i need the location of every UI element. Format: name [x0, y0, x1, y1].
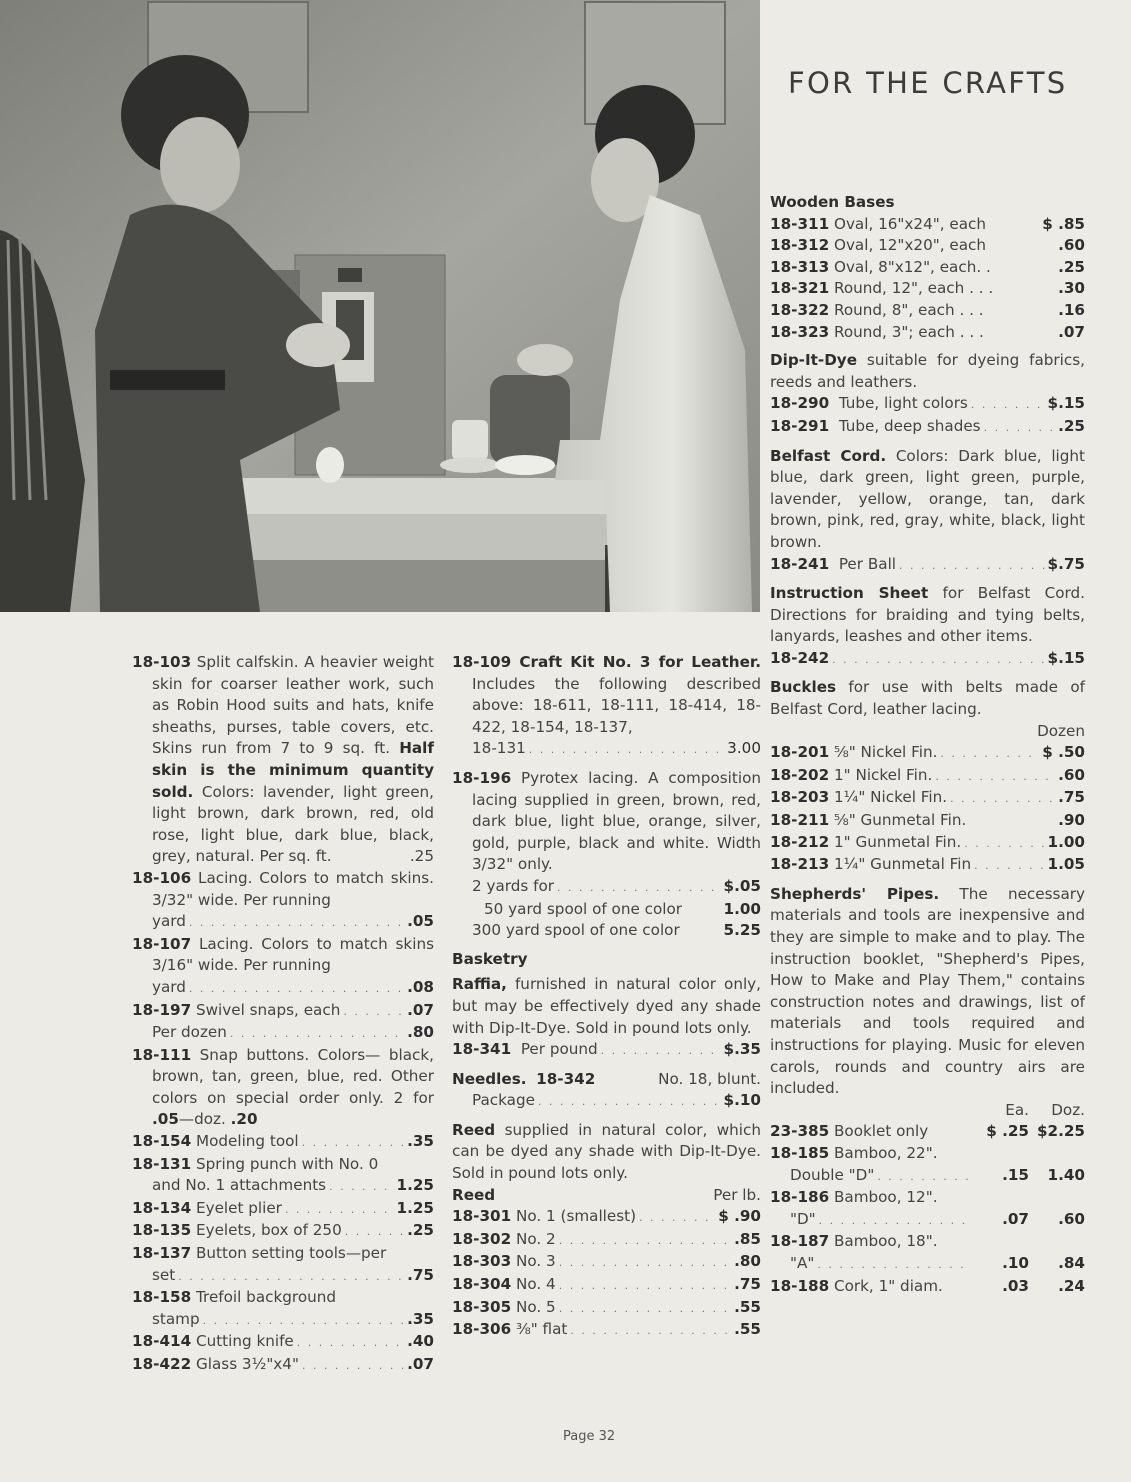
item-code: 18-213	[770, 855, 830, 874]
item-price: .35	[407, 1132, 434, 1151]
list-item	[452, 1251, 761, 1274]
item-desc: No. 4	[515, 1275, 556, 1294]
column-labels	[770, 1100, 1085, 1122]
list-item	[452, 1319, 761, 1342]
leader-dots	[178, 1266, 404, 1288]
leader-dots	[329, 1176, 393, 1198]
item-price: .60	[1058, 236, 1085, 255]
leader-dots	[189, 978, 404, 1000]
item-price: .07	[407, 1000, 434, 1019]
item-code: 18-290	[770, 394, 830, 413]
item-price: .05	[407, 912, 434, 931]
item-desc: Round, 3"; each . . .	[833, 322, 984, 341]
list-item	[770, 1187, 1085, 1231]
list-item	[770, 742, 1085, 765]
leader-dots	[203, 1310, 404, 1332]
item-price: $.15	[1047, 394, 1085, 413]
leader-dots	[819, 1210, 970, 1232]
item-price: .07	[1058, 322, 1085, 341]
item-price: $.10	[723, 1091, 761, 1110]
item-desc: 1" Nickel Fin.	[833, 765, 933, 784]
item-desc: Includes the following described above: 18-611, 18-111, 18-414, 18-422, 18-154, 18-137,	[472, 674, 761, 736]
item-sub: "D"	[790, 1209, 816, 1228]
item-price: .85	[734, 1229, 761, 1248]
item-desc: Cork, 1" diam.	[833, 1276, 943, 1295]
column-label-each: Ea.	[1005, 1100, 1029, 1119]
price-row-value: $.05	[723, 876, 761, 895]
section-heading: Instruction Sheet	[770, 584, 929, 603]
list-item	[770, 1143, 1085, 1187]
leader-dots	[899, 555, 1045, 577]
section-heading: Shepherds' Pipes.	[770, 884, 940, 903]
leader-dots	[570, 1320, 731, 1342]
list-item	[452, 1274, 761, 1297]
leader-dots	[984, 417, 1056, 439]
item-code: 18-301	[452, 1207, 512, 1226]
item-price: .25	[1058, 257, 1085, 276]
section-description: supplied in natural color, which can be dyed any shade with Dip-It-Dye. Sold in pound lots only.	[452, 1120, 761, 1183]
leader-dots	[877, 1166, 970, 1188]
table-label: Reed	[452, 1185, 496, 1204]
list-item	[132, 1354, 434, 1377]
section-heading: Buckles	[770, 678, 837, 697]
item-code: 18-103	[132, 653, 192, 671]
item-code: 18-342	[536, 1069, 596, 1088]
item-price: .30	[1058, 279, 1085, 298]
section-heading: Wooden Bases	[770, 193, 895, 211]
middle-column	[452, 652, 761, 1342]
item-desc: Eyelets, box of 250	[195, 1221, 342, 1240]
leader-dots	[964, 833, 1044, 855]
section-description: for use with belts made of Belfast Cord, leather lacing.	[770, 678, 1085, 719]
item-price-dozen: .24	[1058, 1276, 1085, 1295]
item-code: 18-187	[770, 1232, 830, 1251]
buckles-section	[770, 677, 1085, 876]
item-code: 18-313	[770, 257, 830, 276]
leader-dots	[345, 1221, 404, 1243]
column-label: Dozen	[1037, 721, 1085, 740]
section-text	[770, 583, 1085, 648]
leader-dots	[189, 912, 404, 934]
price-row	[452, 899, 761, 921]
item-desc-dozen: —doz.	[178, 1110, 231, 1129]
leader-dots	[538, 1091, 721, 1113]
item-desc: No. 18, blunt.	[658, 1069, 761, 1088]
section-text	[770, 884, 1085, 1100]
section-heading: Dip-It-Dye	[770, 351, 858, 370]
list-item	[452, 1229, 761, 1252]
item-desc: No. 1 (smallest)	[515, 1207, 637, 1226]
item-price-dozen: 1.40	[1047, 1165, 1085, 1184]
item-code: 18-203	[770, 788, 830, 807]
item-price: .60	[1058, 765, 1085, 784]
item-price: 1.05	[1047, 855, 1085, 874]
item-pair-price: .05	[152, 1110, 179, 1129]
item-code: 18-185	[770, 1143, 830, 1162]
section-text	[770, 677, 1085, 720]
list-item	[452, 1297, 761, 1320]
item-price: .90	[1058, 811, 1085, 830]
section-heading: Belfast Cord.	[770, 446, 887, 465]
item-code: 18-323	[770, 322, 830, 341]
leader-dots	[302, 1132, 404, 1154]
item-code: 18-311	[770, 214, 830, 233]
item-code: 18-341	[452, 1040, 512, 1059]
item-price: $ .90	[718, 1207, 761, 1226]
item-price: $ .50	[1042, 743, 1085, 762]
price-row-desc: 2 yards for	[472, 876, 555, 895]
price-row-desc: 50 yard spool of one color	[484, 899, 683, 918]
list-item	[770, 300, 1085, 322]
item-code: 18-154	[132, 1132, 192, 1151]
leader-dots	[529, 739, 724, 761]
item-desc: Per Ball	[838, 554, 897, 573]
item-price: .16	[1058, 300, 1085, 319]
item-price-each: .10	[1002, 1253, 1029, 1272]
item-desc: ⅜" flat	[515, 1320, 568, 1339]
item-desc: Cutting knife	[195, 1332, 294, 1351]
leader-dots	[559, 1275, 731, 1297]
item-price: .40	[407, 1332, 434, 1351]
item-desc-end: yard	[152, 977, 186, 996]
list-item	[770, 554, 1085, 577]
list-item	[132, 1131, 434, 1154]
item-desc: Snap buttons. Colors— black, brown, tan, green, blue, red. Other colors on special order only. 2 for	[152, 1045, 434, 1107]
item-code: 18-135	[132, 1221, 192, 1240]
page-title: FOR THE CRAFTS	[788, 66, 1068, 100]
item-code: 18-158	[132, 1288, 192, 1307]
leader-dots	[557, 877, 720, 899]
item-code: 18-414	[132, 1332, 192, 1351]
item-price: 1.25	[396, 1176, 434, 1195]
item-price: .20	[230, 1110, 258, 1129]
item-desc: Oval, 16"x24", each	[833, 214, 987, 233]
leader-dots	[230, 1023, 404, 1045]
item-code: 18-321	[770, 279, 830, 298]
list-item	[770, 832, 1085, 855]
item-sub: Package	[472, 1091, 535, 1110]
item-code: 18-107	[132, 934, 192, 953]
list-item	[132, 1198, 434, 1221]
list-item	[132, 934, 434, 1000]
item-code: 18-305	[452, 1297, 512, 1316]
section-description: suitable for dyeing fabrics, reeds and leathers.	[770, 351, 1085, 391]
item-price: $.35	[723, 1040, 761, 1059]
item-desc: 1¼" Gunmetal Fin	[833, 855, 972, 874]
list-item	[770, 393, 1085, 416]
item-desc: Glass 3½"x4"	[195, 1355, 299, 1373]
list-item	[132, 1287, 434, 1331]
leader-dots	[974, 855, 1044, 877]
item-title: Craft Kit No. 3 for Leather.	[511, 653, 761, 671]
item-price: 3.00	[727, 739, 761, 758]
item-desc: Modeling tool	[195, 1132, 299, 1151]
list-item	[770, 416, 1085, 439]
list-item	[770, 1276, 1085, 1298]
item-desc: 1" Gunmetal Fin.	[833, 832, 962, 851]
list-item	[770, 1121, 1085, 1143]
item-sub: Per dozen	[152, 1023, 227, 1042]
item-code: 18-131	[132, 1154, 192, 1173]
list-item	[132, 1331, 434, 1354]
instruction-sheet-section	[770, 583, 1085, 670]
item-code: 18-312	[770, 236, 830, 255]
list-item	[770, 235, 1085, 257]
item-code: 18-302	[452, 1229, 512, 1248]
item-code: 18-242	[770, 648, 830, 667]
leader-dots	[297, 1332, 404, 1354]
list-item-craft-kit	[452, 652, 761, 761]
item-code: 18-196	[452, 768, 512, 787]
item-desc: No. 3	[515, 1252, 556, 1271]
item-desc: Oval, 8"x12", each. .	[833, 257, 991, 276]
price-row-value: 5.25	[723, 921, 761, 940]
item-desc-end: 18-131	[472, 739, 526, 758]
section-heading-basketry: Basketry	[452, 949, 528, 968]
raffia-section	[452, 974, 761, 1061]
item-code: 18-306	[452, 1320, 512, 1339]
item-price: .55	[734, 1297, 761, 1316]
section-heading: Raffia,	[452, 975, 507, 994]
leader-dots	[302, 1355, 404, 1377]
item-price-each: $ .25	[986, 1122, 1029, 1141]
list-item	[452, 1039, 761, 1062]
item-code: 18-109	[452, 653, 512, 671]
item-desc: Lacing. Colors to match skins. 3/32" wide. Per running	[152, 868, 434, 909]
item-code: 18-212	[770, 832, 830, 851]
item-price: 1.00	[1047, 832, 1085, 851]
item-code: 18-137	[132, 1244, 192, 1263]
item-desc: 1¼" Nickel Fin.	[833, 788, 948, 807]
item-desc: Per pound	[520, 1040, 598, 1059]
item-code: 18-186	[770, 1188, 830, 1207]
item-desc: Lacing. Colors to match skins 3/16" wide. Per running	[152, 934, 434, 975]
item-sub: set	[152, 1265, 176, 1284]
leader-dots	[601, 1040, 721, 1062]
list-item	[770, 810, 1085, 832]
list-item-pyrotex	[452, 768, 761, 942]
left-column	[132, 652, 434, 1377]
item-desc: Spring punch with No. 0	[195, 1154, 379, 1173]
item-price: .75	[734, 1275, 761, 1294]
item-desc: Booklet only	[833, 1122, 929, 1141]
item-code: 18-188	[770, 1276, 830, 1295]
table-top	[225, 478, 620, 514]
reed-section	[452, 1120, 761, 1342]
section-description: Colors: Dark blue, light blue, dark green, light green, purple, lavender, yellow, orange, tan, dark brown, pink, red, gray, white, black, light brown.	[770, 446, 1085, 551]
list-item	[132, 1154, 434, 1198]
price-row-desc: 300 yard spool of one color	[472, 921, 680, 940]
list-item	[770, 1231, 1085, 1275]
leader-dots	[559, 1298, 731, 1320]
item-code: 18-291	[770, 416, 830, 435]
item-price: .80	[407, 1023, 434, 1042]
item-desc: Pyrotex lacing. A composition lacing supplied in green, brown, red, dark blue, light blue, orange, silver, gold, purple, black and white. Width 3/32" only.	[472, 768, 761, 874]
item-sub: "A"	[790, 1253, 815, 1272]
list-item	[770, 765, 1085, 788]
item-desc: Bamboo, 18".	[833, 1232, 938, 1251]
leader-dots	[950, 788, 1055, 810]
leader-dots	[940, 743, 1039, 765]
item-code: 18-211	[770, 811, 830, 830]
right-column	[770, 192, 1085, 1304]
section-text	[770, 350, 1085, 393]
list-item	[770, 322, 1085, 344]
item-price: $.75	[1047, 554, 1085, 573]
item-desc: Tube, light colors	[838, 394, 968, 413]
item-desc: ⅝" Nickel Fin.	[833, 743, 938, 762]
item-code: 18-111	[132, 1045, 192, 1064]
item-price-each: .15	[1002, 1165, 1029, 1184]
list-item	[132, 1243, 434, 1287]
item-desc: No. 2	[515, 1229, 556, 1248]
list-item	[770, 854, 1085, 877]
item-code: 18-422	[132, 1355, 192, 1373]
column-label: Per lb.	[713, 1185, 761, 1204]
leader-dots	[285, 1199, 394, 1221]
item-code: 18-304	[452, 1275, 512, 1294]
item-price: .55	[734, 1320, 761, 1339]
item-code: 18-197	[132, 1000, 192, 1019]
item-price-dozen: .60	[1058, 1209, 1085, 1228]
leader-dots	[971, 394, 1045, 416]
item-price-each: .03	[1002, 1276, 1029, 1295]
leader-dots	[639, 1207, 715, 1229]
item-price: .25	[407, 1221, 434, 1240]
needles-section	[452, 1069, 761, 1113]
item-price-each: .07	[1002, 1209, 1029, 1228]
item-sub: and No. 1 attachments	[152, 1176, 327, 1195]
section-description: The necessary materials and tools are inexpensive and they are simple to make and to play. The instruction booklet, "Shepherd's Pipes, How to Make and Play Them," contains construction notes and drawings, list of materials and tools required and instructions for playing. Music for eleven carols, rounds and country airs are included.	[770, 884, 1085, 1098]
item-price: 1.25	[396, 1198, 434, 1217]
leader-dots	[832, 649, 1044, 671]
item-price: .35	[407, 1309, 434, 1328]
item-code: 18-134	[132, 1198, 192, 1217]
column-label-dozen: Doz.	[1051, 1100, 1085, 1119]
section-description: furnished in natural color only, but may be effectively dyed any shade with Dip-It-Dye. Sold in pound lots only.	[452, 975, 761, 1037]
item-note: Half skin is the minimum quantity sold.	[152, 739, 434, 801]
list-item	[132, 1000, 434, 1045]
list-item-calfskin	[132, 652, 434, 868]
item-code: 18-322	[770, 300, 830, 319]
section-text	[770, 446, 1085, 554]
item-colors: Colors: lavender, light green, light brown, dark brown, red, old rose, light blue, dark blue, black, grey, natural. Per sq. ft.	[152, 782, 434, 866]
item-sub: stamp	[152, 1309, 200, 1328]
item-desc: Round, 8", each . . .	[833, 300, 984, 319]
shepherds-pipes-section	[770, 884, 1085, 1297]
price-row	[452, 920, 761, 942]
item-desc: Round, 12", each . . .	[833, 279, 994, 298]
section-heading: Needles.	[452, 1069, 527, 1088]
item-code: 18-201	[770, 743, 830, 762]
list-item	[770, 257, 1085, 279]
item-price: .75	[407, 1265, 434, 1284]
list-item	[132, 1045, 434, 1131]
craft-photo	[0, 0, 760, 612]
dip-it-dye-section	[770, 350, 1085, 438]
belfast-cord-section	[770, 446, 1085, 577]
wooden-bases-section	[770, 192, 1085, 343]
photo-illustration	[0, 0, 760, 612]
item-desc: Swivel snaps, each	[195, 1000, 341, 1019]
item-code: 18-106	[132, 868, 192, 887]
list-item	[770, 214, 1085, 236]
leader-dots	[817, 1254, 970, 1276]
item-price: $ .85	[1042, 214, 1085, 233]
list-item	[770, 278, 1085, 300]
leader-dots	[343, 1001, 404, 1023]
list-item	[770, 787, 1085, 810]
item-desc: Button setting tools—per	[195, 1244, 387, 1263]
item-price: .80	[734, 1252, 761, 1271]
list-item	[770, 648, 1085, 671]
price-row	[452, 876, 761, 899]
item-price: .25	[1058, 416, 1085, 435]
item-desc: Bamboo, 12".	[833, 1188, 938, 1207]
item-desc: No. 5	[515, 1297, 556, 1316]
item-price-dozen: .84	[1058, 1253, 1085, 1272]
item-desc-end: yard	[152, 912, 186, 931]
item-code: 18-303	[452, 1252, 512, 1271]
item-desc: ⅝" Gunmetal Fin.	[833, 811, 967, 830]
leader-dots	[559, 1252, 731, 1274]
item-price: .07	[407, 1355, 434, 1373]
item-price: .25	[409, 847, 434, 866]
item-desc: Eyelet plier	[195, 1198, 282, 1217]
item-desc: Tube, deep shades	[838, 416, 981, 435]
item-code: 18-241	[770, 554, 830, 573]
section-heading: Reed	[452, 1120, 496, 1139]
item-sub: Double "D"	[790, 1165, 875, 1184]
item-desc: Oval, 12"x20", each	[833, 236, 987, 255]
item-desc: Trefoil background	[195, 1288, 337, 1307]
item-desc: Split calfskin. A heavier weight skin for coarser leather work, such as Robin Hood suits and hats, knife sheaths, purses, table covers, etc. Skins run from 7 to 9 sq. ft.	[152, 653, 434, 758]
section-description: for Belfast Cord. Directions for braiding and tying belts, lanyards, leashes and other items.	[770, 584, 1085, 646]
page-number: Page 32	[563, 1429, 616, 1444]
item-desc: Bamboo, 22".	[833, 1143, 938, 1162]
item-price: .75	[1058, 788, 1085, 807]
price-row-value: 1.00	[723, 899, 761, 918]
item-price: .08	[407, 977, 434, 996]
item-code: 23-385	[770, 1122, 830, 1141]
list-item	[132, 1220, 434, 1243]
item-code: 18-202	[770, 765, 830, 784]
item-price: $.15	[1047, 648, 1085, 667]
list-item	[132, 868, 434, 934]
item-price-dozen: $2.25	[1036, 1122, 1085, 1141]
leader-dots	[559, 1230, 731, 1252]
leader-dots	[935, 766, 1055, 788]
list-item	[452, 1206, 761, 1229]
